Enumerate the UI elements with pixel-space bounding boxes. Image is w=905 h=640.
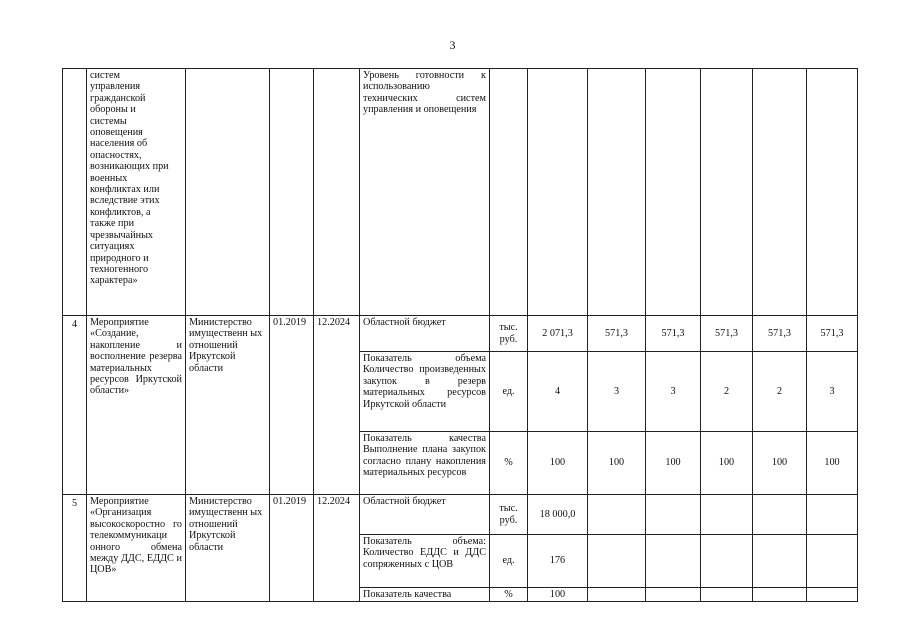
- year-value: 100: [753, 432, 807, 495]
- table-row: [63, 495, 858, 535]
- year-value: 100: [588, 432, 646, 495]
- start-cell: [270, 69, 314, 316]
- year-value: 571,3: [701, 316, 753, 352]
- executor-cell: [186, 69, 270, 316]
- quality-indicator: Показатель качества Выполнение плана закупок согласно плану накопления материальных ресурсов: [360, 432, 490, 495]
- year-cell: [701, 69, 753, 316]
- total-value: 18 000,0: [528, 495, 588, 535]
- year-value: [646, 588, 701, 602]
- total-value: 100: [528, 588, 588, 602]
- event-name: Мероприятие «Организация высокоскоростно го телекоммуникаци онного обмена между ДДС, ЕДДС и ЦОВ»: [87, 495, 186, 602]
- total-value: 4: [528, 352, 588, 432]
- year-value: [646, 535, 701, 588]
- total-cell: [528, 69, 588, 316]
- total-value: 2 071,3: [528, 316, 588, 352]
- row-number: 5: [63, 495, 87, 602]
- volume-indicator: Показатель объема: Количество ЕДДС и ДДС сопряженных с ЦОВ: [360, 535, 490, 588]
- start-date: 01.2019: [270, 316, 314, 495]
- year-value: [807, 535, 858, 588]
- year-value: 100: [646, 432, 701, 495]
- start-date: 01.2019: [270, 495, 314, 602]
- page-number: 3: [449, 38, 456, 52]
- year-value: 571,3: [753, 316, 807, 352]
- year-cell: [807, 69, 858, 316]
- unit: ед.: [490, 352, 528, 432]
- unit: тыс. руб.: [490, 316, 528, 352]
- year-value: [646, 495, 701, 535]
- year-value: 2: [701, 352, 753, 432]
- year-value: [588, 495, 646, 535]
- year-cell: [646, 69, 701, 316]
- executor: Министерство имущественн ых отношений Иркутской области: [186, 316, 270, 495]
- row-number: 4: [63, 316, 87, 495]
- year-value: 571,3: [807, 316, 858, 352]
- quality-indicator: Показатель качества: [360, 588, 490, 602]
- year-value: [701, 535, 753, 588]
- year-cell: [753, 69, 807, 316]
- year-value: [753, 588, 807, 602]
- budget-label: Областной бюджет: [360, 495, 490, 535]
- unit: тыс. руб.: [490, 495, 528, 535]
- year-value: 571,3: [646, 316, 701, 352]
- unit: %: [490, 432, 528, 495]
- unit: ед.: [490, 535, 528, 588]
- total-value: 176: [528, 535, 588, 588]
- year-value: 100: [807, 432, 858, 495]
- year-value: [701, 495, 753, 535]
- budget-label: Областной бюджет: [360, 316, 490, 352]
- year-value: 3: [588, 352, 646, 432]
- year-value: 2: [753, 352, 807, 432]
- executor: Министерство имущественн ых отношений Иркутской области: [186, 495, 270, 602]
- total-value: 100: [528, 432, 588, 495]
- program-table: [62, 68, 858, 602]
- unit-cell: [490, 69, 528, 316]
- year-value: 3: [807, 352, 858, 432]
- table-row: [63, 69, 858, 316]
- year-cell: [588, 69, 646, 316]
- year-value: [588, 588, 646, 602]
- year-value: [588, 535, 646, 588]
- volume-indicator: Показатель объема Количество произведенных закупок в резерв материальных ресурсов Иркутской области: [360, 352, 490, 432]
- year-value: [701, 588, 753, 602]
- row-number-cell: [63, 69, 87, 316]
- table-row: [63, 316, 858, 352]
- year-value: [753, 535, 807, 588]
- year-value: [753, 495, 807, 535]
- year-value: 3: [646, 352, 701, 432]
- end-date: 12.2024: [314, 495, 360, 602]
- year-value: [807, 495, 858, 535]
- end-cell: [314, 69, 360, 316]
- end-date: 12.2024: [314, 316, 360, 495]
- event-name-cell: систем управления гражданской обороны и системы оповещения населения об опасностях, возникающих при военных конфликтах или вследствие этих конфликтов, а также при чрезвычайных ситуациях природного и техногенного характера»: [87, 69, 186, 316]
- indicator-cell: Уровень готовности к использованию технических систем управления и оповещения: [360, 69, 490, 316]
- year-value: 571,3: [588, 316, 646, 352]
- year-value: [807, 588, 858, 602]
- event-name: Мероприятие «Создание, накопление и восполнение резерва материальных ресурсов Иркутской области»: [87, 316, 186, 495]
- unit: %: [490, 588, 528, 602]
- year-value: 100: [701, 432, 753, 495]
